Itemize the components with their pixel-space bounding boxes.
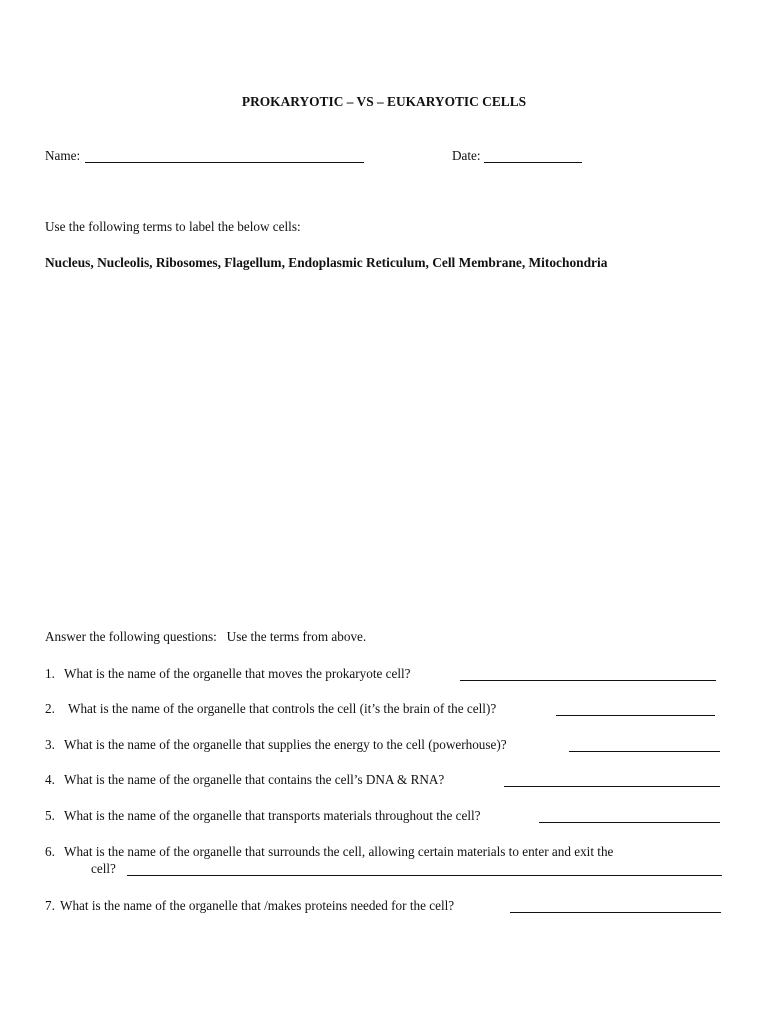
question-text: What is the name of the organelle that transports materials throughout the cell? [64, 808, 481, 823]
worksheet-title: PROKARYOTIC – VS – EUKARYOTIC CELLS [241, 94, 527, 109]
answer-blank[interactable] [504, 786, 720, 787]
date-blank[interactable] [484, 162, 582, 163]
question-number: 2. [45, 701, 55, 716]
answer-blank[interactable] [539, 822, 720, 823]
name-blank[interactable] [85, 162, 364, 163]
question-number: 7. [45, 898, 55, 913]
name-label: Name: [45, 148, 81, 163]
question-text: What is the name of the organelle that supplies the energy to the cell (powerhouse)? [64, 737, 507, 752]
questions-intro: Answer the following questions: Use the terms from above. [45, 629, 367, 644]
terms-list: Nucleus, Nucleolis, Ribosomes, Flagellum, Endoplasmic Reticulum, Cell Membrane, Mitochondria [45, 255, 608, 270]
question-number: 5. [45, 808, 55, 823]
answer-blank[interactable] [556, 715, 715, 716]
date-label: Date: [452, 148, 481, 163]
question-text: What is the name of the organelle that contains the cell’s DNA & RNA? [64, 772, 445, 787]
question-text: What is the name of the organelle that controls the cell (it’s the brain of the cell)? [68, 701, 497, 716]
question-number: 6. [45, 844, 55, 859]
question-text: What is the name of the organelle that moves the prokaryote cell? [64, 666, 411, 681]
cell-diagram-area [45, 285, 725, 615]
question-text: What is the name of the organelle that surrounds the cell, allowing certain materials to enter and exit the [64, 844, 614, 859]
instructions-text: Use the following terms to label the below cells: [45, 219, 301, 234]
answer-blank[interactable] [569, 751, 720, 752]
answer-blank[interactable] [127, 875, 722, 876]
answer-blank[interactable] [510, 912, 721, 913]
question-continuation: cell? [91, 861, 116, 876]
question-text: What is the name of the organelle that /makes proteins needed for the cell? [60, 898, 455, 913]
question-number: 3. [45, 737, 55, 752]
question-number: 4. [45, 772, 55, 787]
answer-blank[interactable] [460, 680, 716, 681]
question-number: 1. [45, 666, 55, 681]
